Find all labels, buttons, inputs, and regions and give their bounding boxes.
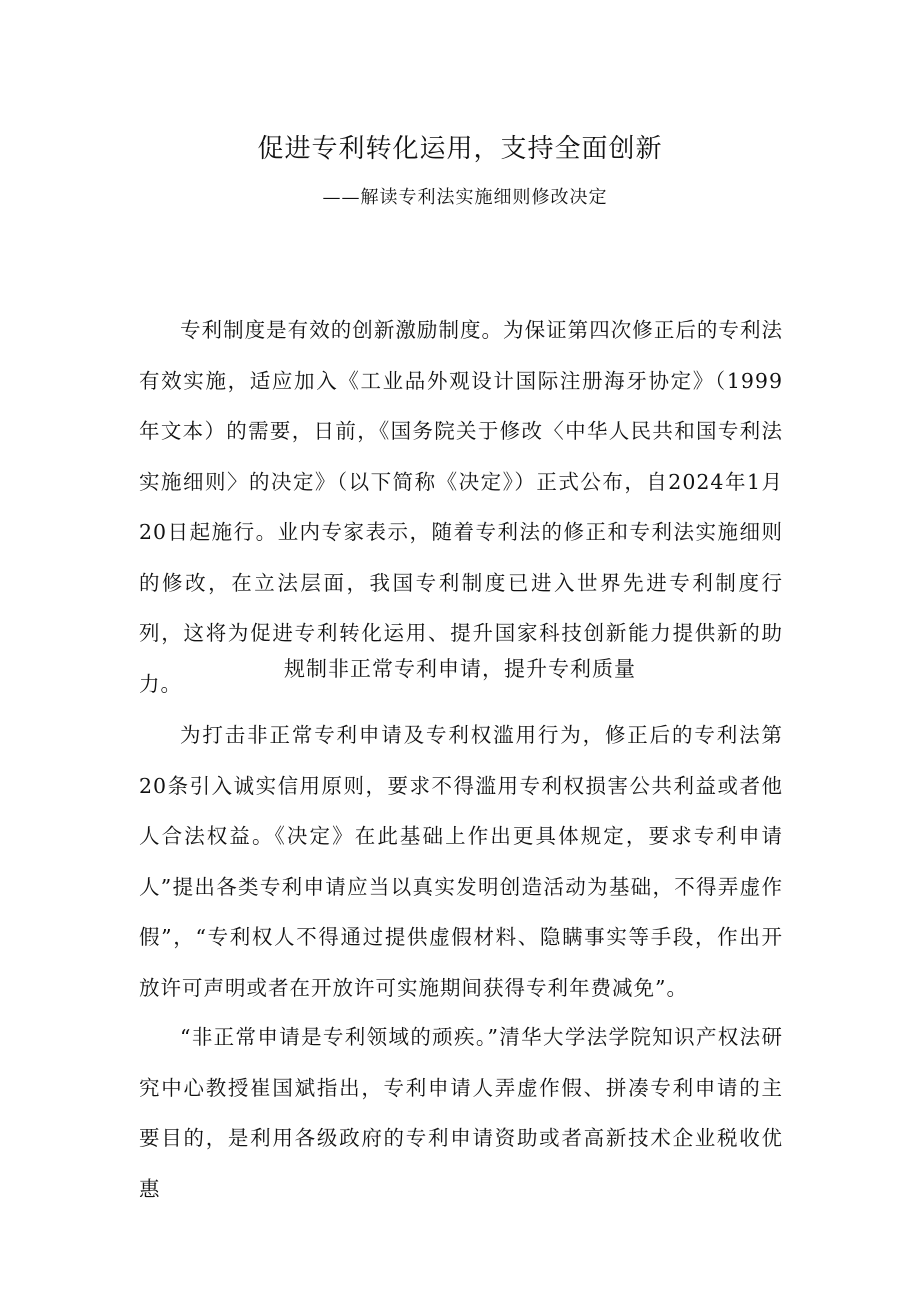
section-paragraph-1 bbox=[139, 710, 783, 1013]
intro-paragraph bbox=[139, 305, 783, 709]
document-subtitle: ——解读专利法实施细则修改决定 bbox=[322, 187, 608, 208]
section-paragraph-2 bbox=[139, 1012, 783, 1214]
intro-text: 专利制度是有效的创新激励制度。为保证第四次修正后的专利法有效实施，适应加入《工业品外观设计国际注册海牙协定》（1999年文本）的需要，日前，《国务院关于修改〈中华人民共和国专利法实施细则〉的决定》（以下简称《决定》）正式公布，自2024年1月20日起施行。业内专家表示，随着专利法的修正和专利法实施细则的修改，在立法层面，我国专利制度已进入世界先进专利制度行列，这将为促进专利转化运用、提升国家科技创新能力提供新的助力。 bbox=[139, 318, 783, 696]
section-heading: 规制非正常专利申请，提升专利质量 bbox=[284, 657, 636, 681]
document-title: 促进专利转化运用，支持全面创新 bbox=[257, 134, 663, 164]
section-paragraph-1-text: 为打击非正常专利申请及专利权滥用行为，修正后的专利法第20条引入诚实信用原则，要求不得滥用专利权损害公共利益或者他人合法权益。《决定》在此基础上作出更具体规定，要求专利申请人”提出各类专利申请应当以真实发明创造活动为基础，不得弄虚作假”，“专利权人不得通过提供虚假材料、隐瞒事实等手段，作出开放许可声明或者在开放许可实施期间获得专利年费减免”。 bbox=[139, 723, 783, 1000]
section-paragraph-2-text: “非正常申请是专利领域的顽疾。”清华大学法学院知识产权法研究中心教授崔国斌指出，专利申请人弄虚作假、拼凑专利申请的主要目的，是利用各级政府的专利申请资助或者高新技术企业税收优惠 bbox=[139, 1025, 783, 1201]
